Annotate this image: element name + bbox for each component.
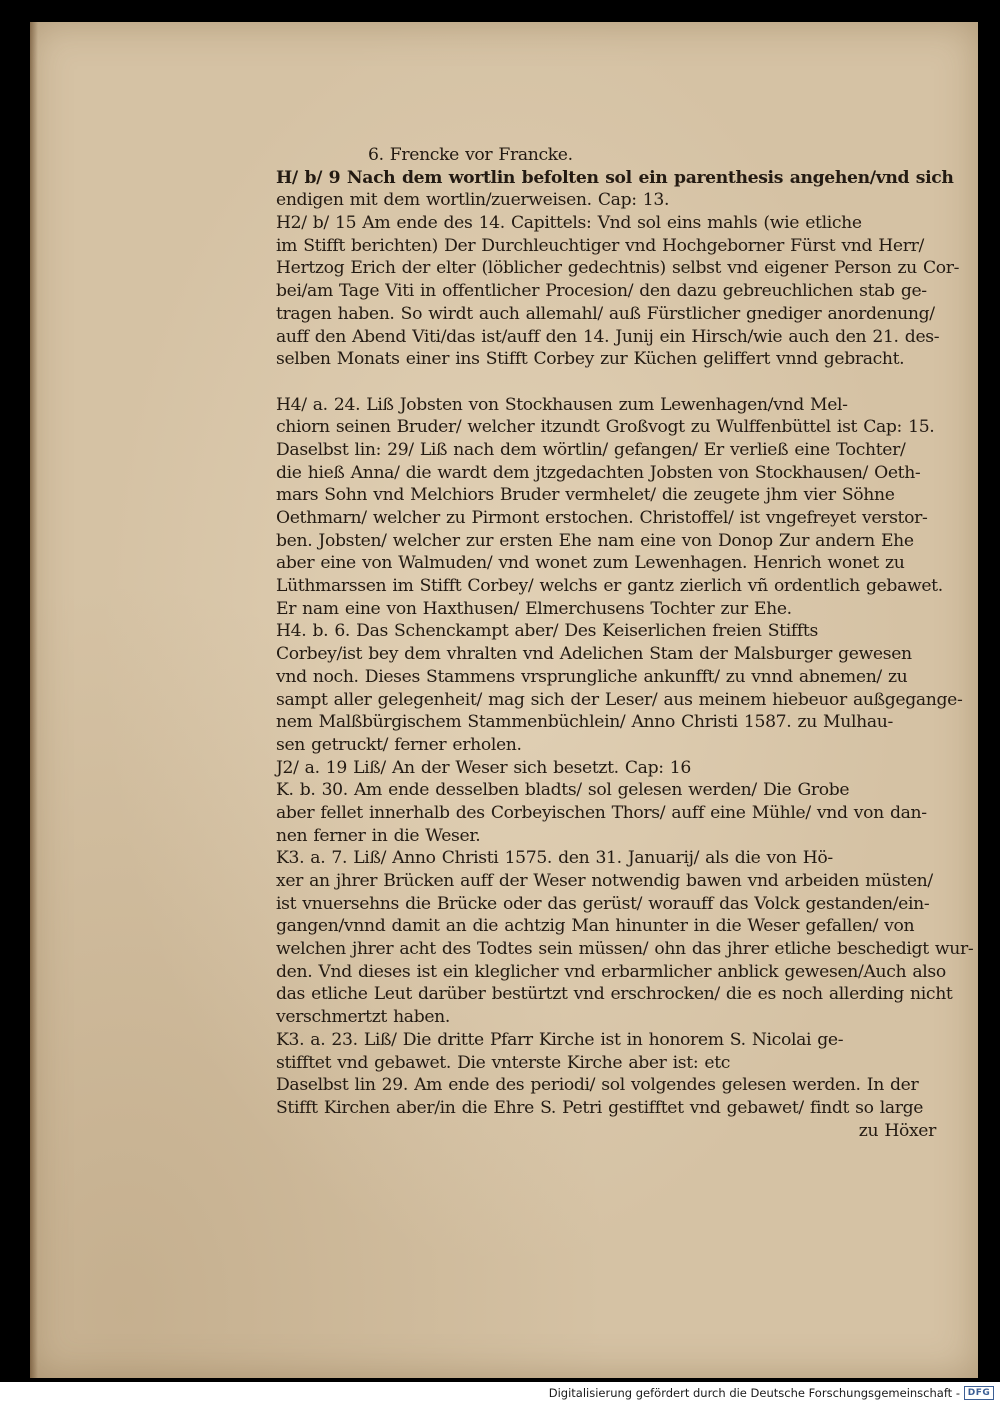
- text-line: sampt aller gelegenheit/ mag sich der Leser/ aus meinem hiebeuor außgegange-: [276, 689, 963, 710]
- text-line: vnd noch. Dieses Stammens vrsprungliche ankunfft/ zu vnnd abnemen/ zu: [276, 666, 908, 687]
- catchword: zu Höxer: [858, 1120, 936, 1141]
- text-line: die hieß Anna/ die wardt dem jtzgedachten Jobsten von Stockhausen/ Oeth-: [276, 462, 921, 483]
- text-line: bei/am Tage Viti in offentlicher Procesion/ den dazu gebreuchlichen stab ge-: [276, 281, 927, 302]
- text-line: Daselbst lin 29. Am ende des periodi/ sol volgendes gelesen werden. In der: [276, 1075, 919, 1096]
- text-line: mars Sohn vnd Melchiors Bruder vermhelet/ die zeugete jhm vier Söhne: [276, 485, 895, 506]
- text-line: auff den Abend Viti/das ist/auff den 14. Junij ein Hirsch/wie auch den 21. des-: [276, 326, 940, 347]
- text-line: endigen mit dem wortlin/zuerweisen. Cap: 13.: [276, 190, 670, 211]
- page-gutter-shadow: [30, 22, 38, 1378]
- text-line: H4/ a. 24. Liß Jobsten von Stockhausen zum Lewenhagen/vnd Mel-: [276, 394, 848, 415]
- text-line: aber fellet innerhalb des Corbeyischen Thors/ auff eine Mühle/ vnd von dan-: [276, 802, 927, 823]
- text-line: gangen/vnnd damit an die achtzig Man hinunter in die Weser gefallen/ von: [276, 916, 915, 937]
- text-line: K. b. 30. Am ende desselben bladts/ sol gelesen werden/ Die Grobe: [276, 780, 850, 801]
- text-line: im Stifft berichten) Der Durchleuchtiger vnd Hochgeborner Fürst vnd Herr/: [276, 235, 924, 256]
- text-line: sen getruckt/ ferner erholen.: [276, 734, 522, 755]
- text-line: chiorn seinen Bruder/ welcher itzundt Großvogt zu Wulffenbüttel ist Cap: 15.: [276, 417, 935, 438]
- text-line: H2/ b/ 15 Am ende des 14. Capittels: Vnd sol eins mahls (wie etliche: [276, 213, 862, 234]
- text-line: Stifft Kirchen aber/in die Ehre S. Petri gestifftet vnd gebawet/ findt so large: [276, 1097, 924, 1118]
- text-line: Oethmarn/ welcher zu Pirmont erstochen. Christoffel/ ist vngefreyet verstor-: [276, 508, 928, 528]
- text-line: Er nam eine von Haxthusen/ Elmerchusens Tochter zur Ehe.: [276, 598, 792, 619]
- page-text: [276, 144, 974, 1142]
- text-line: H4. b. 6. Das Schenckampt aber/ Des Keiserlichen freien Stiffts: [276, 621, 818, 642]
- text-line: ben. Jobsten/ welcher zur ersten Ehe nam eine von Donop Zur andern Ehe: [276, 530, 914, 551]
- text-line: ist vnuersehns die Brücke oder das gerüst/ worauff das Volck gestanden/ein-: [276, 893, 930, 914]
- text-line: H/ b/ 9 Nach dem wortlin befolten sol ein parenthesis angehen/vnd sich: [276, 167, 954, 188]
- text-line: Lüthmarssen im Stifft Corbey/ welchs er gantz zierlich vñ ordentlich gebawet.: [276, 576, 943, 597]
- text-line: stifftet vnd gebawet. Die vnterste Kirche aber ist: etc: [276, 1052, 731, 1073]
- text-line: xer an jhrer Brücken auff der Weser notwendig bawen vnd arbeiden müsten/: [276, 871, 933, 891]
- dfg-logo-icon: DFG: [964, 1386, 994, 1400]
- text-line: J2/ a. 19 Liß/ An der Weser sich besetzt. Cap: 16: [276, 757, 691, 778]
- text-line: tragen haben. So wirdt auch allemahl/ auß Fürstlicher gnediger anordenung/: [276, 303, 935, 324]
- blank-line: [276, 371, 936, 394]
- text-line: K3. a. 23. Liß/ Die dritte Pfarr Kirche ist in honorem S. Nicolai ge-: [276, 1029, 844, 1050]
- text-line: verschmertzt haben.: [276, 1007, 451, 1028]
- text-line: Daselbst lin: 29/ Liß nach dem wörtlin/ gefangen/ Er verließ eine Tochter/: [276, 439, 906, 460]
- text-line: nem Malßbürgischem Stammenbüchlein/ Anno Christi 1587. zu Mulhau-: [276, 712, 893, 733]
- text-line: selben Monats einer ins Stifft Corbey zur Küchen geliffert vnnd gebracht.: [276, 349, 905, 370]
- funding-credit: Digitalisierung gefördert durch die Deutsche Forschungsgemeinschaft -: [548, 1386, 960, 1400]
- text-line: welchen jhrer acht des Todtes sein müssen/ ohn das jhrer etliche beschedigt wur-: [276, 939, 974, 960]
- footer-bar: [0, 1382, 1000, 1404]
- text-line-header: 6. Frencke vor Francke.: [368, 145, 573, 165]
- text-line: Hertzog Erich der elter (löblicher gedechtnis) selbst vnd eigener Person zu Cor-: [276, 258, 960, 279]
- text-line: den. Vnd dieses ist ein kleglicher vnd erbarmlicher anblick gewesen/Auch also: [276, 961, 946, 982]
- text-line: das etliche Leut darüber bestürtzt vnd erschrocken/ die es noch allerding nicht: [276, 984, 953, 1005]
- text-line: aber eine von Walmuden/ vnd wonet zum Lewenhagen. Henrich wonet zu: [276, 553, 905, 574]
- text-line: nen ferner in die Weser.: [276, 825, 481, 846]
- text-line: Corbey/ist bey dem vhralten vnd Adelichen Stam der Malsburger gewesen: [276, 644, 912, 665]
- text-line: K3. a. 7. Liß/ Anno Christi 1575. den 31. Januarij/ als die von Hö-: [276, 848, 833, 869]
